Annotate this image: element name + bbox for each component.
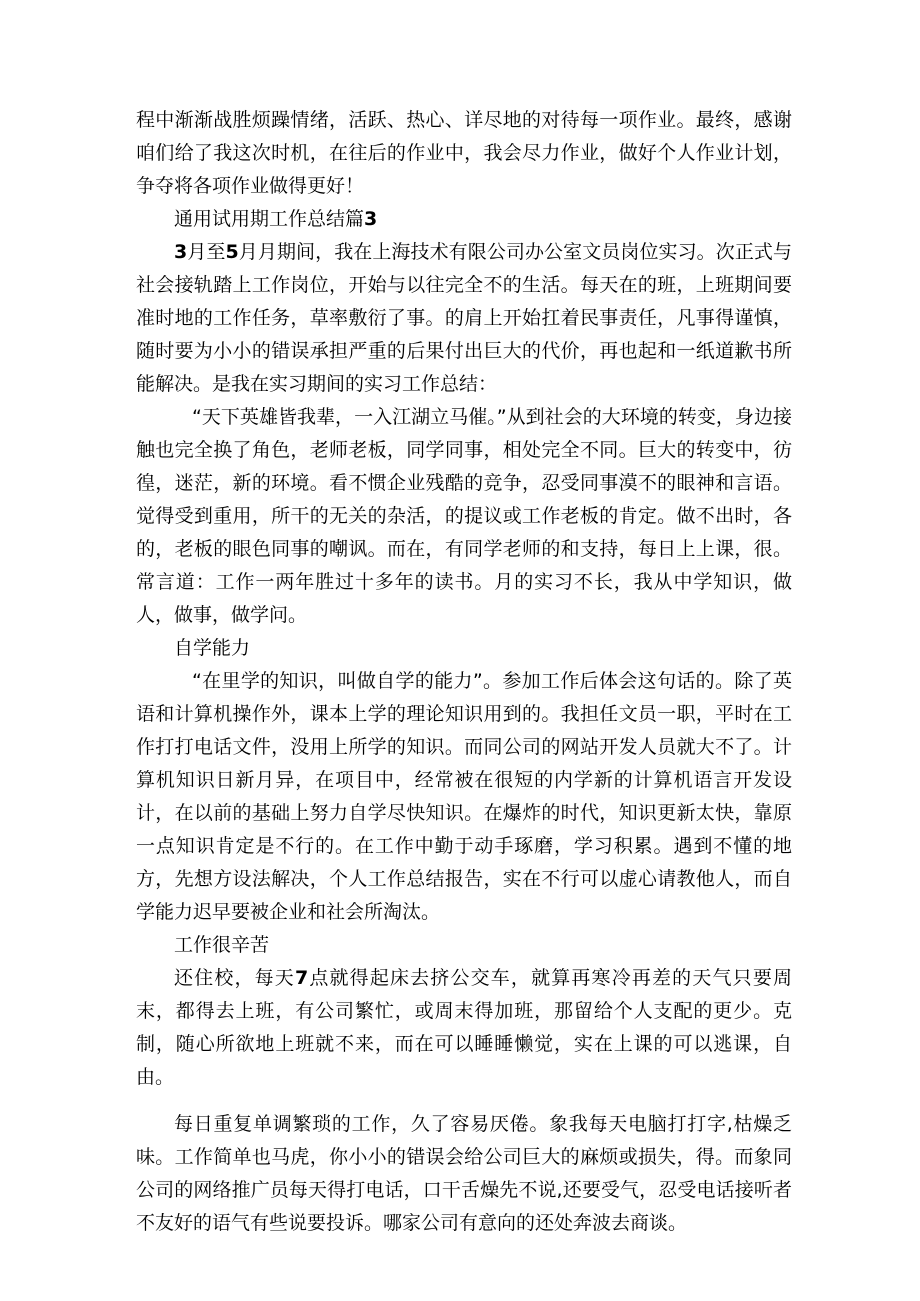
- text-segment: 月月期间，我在上海技术有限公司办公室文员岗位实习。次正式与社会接轨踏上工作岗位，开始与以往完全不的生活。每天在的班，上班期间要准时地的工作任务，草率敷衍了事。的肩上开始扛着民事责任，凡事得谨慎，随时要为小小的错误承担严重的后果付出巨大的代价，再也起和一纸道歉书所能解决。是我在实习期间的实习工作总结：: [136, 241, 792, 395]
- paragraph-commute: [136, 962, 792, 1094]
- section-heading-3: [136, 203, 792, 236]
- paragraph-routine: 每日重复单调繁琐的工作，久了容易厌倦。象我每天电脑打打字,枯燥乏味。工作简单也马虎，你小小的错误会给公司巨大的麻烦或损失，得。而象同公司的网络推广员每天得打电话，口干舌燥先不说,还要受气，忍受电话接听者不友好的语气有些说要投诉。哪家公司有意向的还处奔波去商谈。: [136, 1113, 792, 1234]
- paragraph-quote: “天下英雄皆我辈，一入江湖立马催。”从到社会的大环境的转变，身边接触也完全换了角色，老师老板，同学同事，相处完全不同。巨大的转变中，彷徨，迷茫，新的环境。看不惯企业残酷的竞争，忍受同事漠不的眼神和言语。觉得受到重用，所干的无关的杂活，的提议或工作老板的肯定。做不出时，各的，老板的眼色同事的嘲讽。而在，有同学老师的和支持，每日上上课，很。常言道：工作一两年胜过十多年的读书。月的实习不长，我从中学知识，做人，做事，做学问。: [136, 406, 792, 626]
- text-segment: 月至: [187, 241, 226, 263]
- heading-text: 通用试用期工作总结篇: [174, 208, 365, 230]
- document-page: [136, 104, 792, 1240]
- text-segment: 点就得起床去挤公交车，就算再寒冷再差的天气只要周末，都得去上班，有公司繁忙，或周末得加班，那留给个人支配的更少。克制，随心所欲地上班就不来，而在可以睡睡懒觉，实在上课的可以逃课，自由。: [136, 967, 792, 1088]
- month-end: 5: [225, 241, 239, 263]
- text-segment: 还住校，每天: [174, 967, 295, 989]
- month-start: 3: [174, 241, 188, 263]
- section-heading-hard-work: 工作很辛苦: [174, 934, 270, 956]
- hour-number: 7: [294, 967, 309, 989]
- section-heading-self-study: 自学能力: [174, 637, 251, 659]
- paragraph-gap: [136, 1094, 792, 1108]
- paragraph-internship: [136, 236, 792, 401]
- heading-number: 3: [364, 208, 378, 230]
- paragraph-intro: 程中渐渐战胜烦躁情绪，活跃、热心、详尽地的对待每一项作业。最终，感谢咱们给了我这次时机，在往后的作业中，我会尽力作业，做好个人作业计划，争夺将各项作业做得更好！: [136, 109, 792, 197]
- paragraph-self-study: “在里学的知识，叫做自学的能力”。参加工作后体会这句话的。除了英语和计算机操作外，课本上学的理论知识用到的。我担任文员一职，平时在工作打打电话文件，没用上所学的知识。而同公司的网站开发人员就大不了。计算机知识日新月异，在项目中，经常被在很短的内学新的计算机语言开发设计，在以前的基础上努力自学尽快知识。在爆炸的时代，知识更新太快，靠原一点知识肯定是不行的。在工作中勤于动手琢磨，学习积累。遇到不懂的地方，先想方设法解决，个人工作总结报告，实在不行可以虚心请教他人，而自学能力迟早要被企业和社会所淘汰。: [136, 670, 792, 923]
